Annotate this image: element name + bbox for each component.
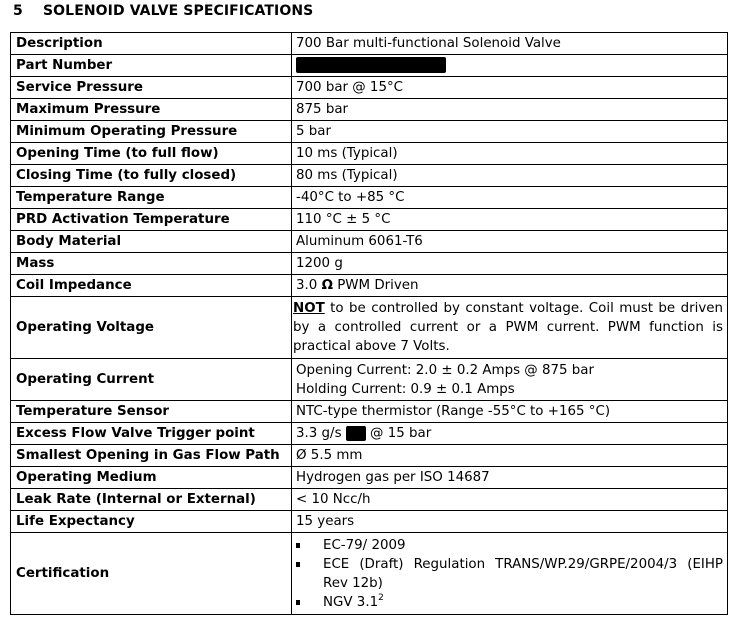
table-row (11, 467, 728, 489)
table-row (11, 55, 728, 77)
list-item (296, 593, 723, 612)
spec-value: 110 °C ± 5 °C (292, 209, 728, 231)
spec-label: Closing Time (to fully closed) (11, 165, 292, 187)
flow-pressure: @ 15 bar (365, 426, 432, 441)
table-row (11, 423, 728, 445)
spec-label: Leak Rate (Internal or External) (11, 489, 292, 511)
spec-label: Coil Impedance (11, 275, 292, 297)
spec-value: 15 years (292, 511, 728, 533)
spec-label: Excess Flow Valve Trigger point (11, 423, 292, 445)
spec-value: Ø 5.5 mm (292, 445, 728, 467)
spec-value: Hydrogen gas per ISO 14687 (292, 467, 728, 489)
table-row (11, 143, 728, 165)
spec-label: Opening Time (to full flow) (11, 143, 292, 165)
table-row (11, 401, 728, 423)
certification-list (296, 536, 723, 612)
spec-label: Operating Current (11, 359, 292, 401)
spec-value: 700 Bar multi-functional Solenoid Valve (292, 33, 728, 55)
spec-value (292, 423, 728, 445)
table-row (11, 33, 728, 55)
table-row (11, 489, 728, 511)
list-item (296, 536, 723, 555)
table-row (11, 99, 728, 121)
spec-label: Mass (11, 253, 292, 275)
redaction-mark (296, 57, 446, 73)
table-row (11, 77, 728, 99)
bullet-icon (296, 543, 300, 548)
bullet-icon (296, 600, 300, 605)
section-title: SOLENOID VALVE SPECIFICATIONS (43, 3, 314, 19)
spec-value (292, 533, 728, 615)
spec-value: < 10 Ncc/h (292, 489, 728, 511)
table-row (11, 253, 728, 275)
section-heading (13, 3, 313, 19)
spec-label: Certification (11, 533, 292, 615)
spec-value (292, 55, 728, 77)
table-row (11, 231, 728, 253)
impedance-text: PWM Driven (332, 278, 419, 293)
spec-value: 80 ms (Typical) (292, 165, 728, 187)
table-row (11, 359, 728, 401)
list-item (296, 555, 723, 593)
spec-label: Maximum Pressure (11, 99, 292, 121)
emphasis-not: NOT (293, 301, 325, 316)
spec-value (292, 275, 728, 297)
footnote-marker: 2 (378, 592, 384, 603)
spec-value: 10 ms (Typical) (292, 143, 728, 165)
table-row (11, 297, 728, 359)
spec-table (10, 32, 728, 615)
holding-current: Holding Current: 0.9 ± 0.1 Amps (296, 381, 515, 397)
cert-item-text: EC-79/ 2009 (323, 537, 406, 553)
cert-item-text: NGV 3.1 (323, 594, 379, 610)
spec-value: NTC-type thermistor (Range -55°C to +165 °C) (292, 401, 728, 423)
cert-item-text: ECE (Draft) Regulation TRANS/WP.29/GRPE/2004/3 (EIHP Rev 12b) (323, 556, 723, 591)
spec-value (292, 359, 728, 401)
opening-current: Opening Current: 2.0 ± 0.2 Amps @ 875 bar (296, 362, 594, 378)
spec-label: Description (11, 33, 292, 55)
spec-label: Body Material (11, 231, 292, 253)
spec-label: Life Expectancy (11, 511, 292, 533)
spec-label: Operating Voltage (11, 297, 292, 359)
table-row (11, 209, 728, 231)
table-row (11, 533, 728, 615)
ohm-symbol: Ω (321, 278, 333, 293)
spec-value: 5 bar (292, 121, 728, 143)
spec-value: -40°C to +85 °C (292, 187, 728, 209)
spec-value (292, 297, 728, 359)
spec-value: 875 bar (292, 99, 728, 121)
table-row (11, 121, 728, 143)
spec-label: Operating Medium (11, 467, 292, 489)
flow-value: 3.3 g/s (296, 426, 346, 441)
voltage-text: to be controlled by constant voltage. Coil must be driven by a controlled current or a PWM current. PWM function is practical above 7 Volts. (293, 301, 723, 354)
table-row (11, 445, 728, 467)
table-row (11, 187, 728, 209)
table-row (11, 165, 728, 187)
spec-label: Minimum Operating Pressure (11, 121, 292, 143)
redaction-mark (346, 426, 366, 441)
spec-label: Temperature Sensor (11, 401, 292, 423)
bullet-icon (296, 562, 300, 567)
spec-value: 700 bar @ 15°C (292, 77, 728, 99)
spec-value: 1200 g (292, 253, 728, 275)
table-row (11, 275, 728, 297)
impedance-number: 3.0 (296, 278, 322, 293)
table-row (11, 511, 728, 533)
spec-label: Part Number (11, 55, 292, 77)
spec-label: Smallest Opening in Gas Flow Path (11, 445, 292, 467)
spec-label: PRD Activation Temperature (11, 209, 292, 231)
section-number: 5 (13, 3, 23, 19)
spec-label: Temperature Range (11, 187, 292, 209)
spec-value: Aluminum 6061-T6 (292, 231, 728, 253)
spec-label: Service Pressure (11, 77, 292, 99)
